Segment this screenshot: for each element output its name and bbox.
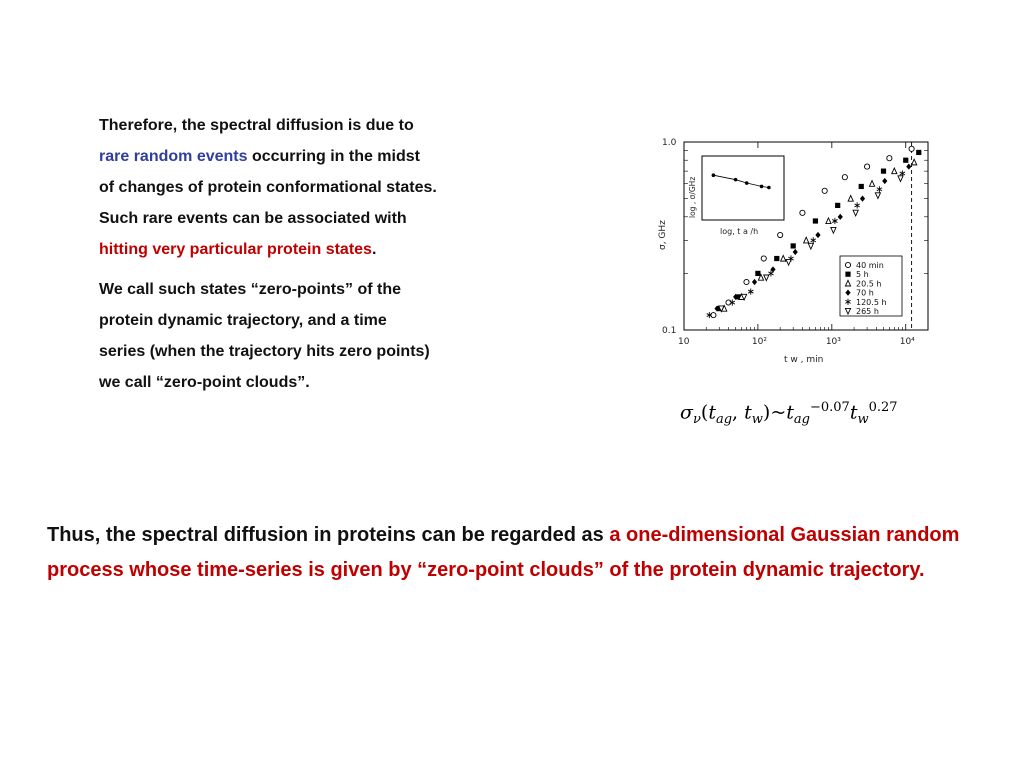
- data-point: [875, 193, 880, 199]
- legend-entry: 40 min: [856, 261, 884, 270]
- p1-line2: [99, 141, 539, 172]
- formula-sub-ag2: ag: [793, 412, 810, 428]
- legend-entry: 265 h: [856, 307, 879, 316]
- data-point: [848, 195, 853, 201]
- inset-plot: [688, 156, 784, 236]
- scaling-formula: [680, 400, 898, 427]
- p2-line4: we call “zero-point clouds”.: [99, 374, 310, 391]
- data-point: [748, 289, 753, 295]
- p2-line3: series (when the trajectory hits zero points): [99, 343, 430, 360]
- data-point: [761, 256, 766, 261]
- data-point: [881, 169, 886, 174]
- p1-line5: [99, 234, 539, 265]
- data-point: [815, 232, 820, 238]
- data-point: [822, 188, 827, 193]
- data-point: [898, 176, 903, 182]
- p2-line1: We call such states “zero-points” of the: [99, 281, 401, 298]
- data-point: [752, 279, 757, 285]
- data-point: [826, 218, 831, 224]
- data-point: [726, 300, 731, 305]
- data-point: [903, 158, 908, 163]
- legend-entry: 70 h: [856, 288, 874, 298]
- y-tick-label: 1.0: [662, 138, 677, 148]
- formula-sub-ag1: ag: [715, 412, 733, 428]
- data-point: [774, 256, 779, 261]
- formula-comma: ,: [732, 401, 745, 424]
- data-point: [869, 181, 874, 187]
- p1-end: .: [371, 241, 377, 258]
- data-point: [764, 275, 769, 281]
- formula-t4: t: [849, 401, 858, 424]
- formula-t2: t: [744, 401, 752, 424]
- data-point: [786, 259, 791, 265]
- formula-tilde: ~: [770, 401, 787, 424]
- data-point: [811, 237, 816, 243]
- formula-close-paren: ): [762, 401, 771, 424]
- data-point: [864, 164, 869, 169]
- formula-open-paren: (: [700, 401, 709, 424]
- formula-t3: t: [786, 401, 794, 424]
- data-point: [755, 271, 760, 276]
- data-point: [906, 163, 911, 169]
- conclusion-plain: Thus, the spectral diffusion in proteins can be regarded as: [47, 524, 610, 546]
- formula-sub-w2: w: [857, 412, 869, 428]
- formula-sub-w1: w: [751, 412, 763, 428]
- data-point: [916, 150, 921, 155]
- formula-exp2: 0.27: [868, 400, 898, 415]
- inset-ylabel: log , σ/GHz: [688, 176, 697, 218]
- rare-random-events-highlight: rare random events: [99, 148, 248, 165]
- inset-frame: [702, 156, 784, 220]
- p1-line4: Such rare events can be associated with: [99, 210, 407, 227]
- legend-entry: 5 h: [856, 270, 869, 280]
- data-point: [832, 218, 837, 224]
- protein-states-highlight: hitting very particular protein states: [99, 241, 372, 258]
- paragraph-zero-points: [99, 274, 539, 398]
- data-point: [781, 255, 786, 261]
- data-point: [744, 279, 749, 284]
- data-point: [838, 214, 843, 220]
- y-axis-label: σ, GHz: [658, 220, 668, 250]
- data-point: [800, 210, 805, 215]
- p1-line2-rest: occurring in the midst: [247, 148, 420, 165]
- formula-exp1: −0.07: [809, 400, 850, 415]
- conclusion-highlight: a one-dimensional Gaussian random process whose time-series is given by “zero-point clouds” of the protein dynamic trajectory.: [47, 524, 960, 581]
- x-tick-label: 10³: [825, 337, 841, 347]
- data-point: [813, 218, 818, 223]
- data-point: [887, 156, 892, 161]
- data-point: [793, 249, 798, 255]
- data-point: [831, 227, 836, 233]
- formula-t1: t: [708, 401, 716, 424]
- legend-entry: 20.5 h: [856, 279, 882, 289]
- x-tick-label: 10⁴: [899, 337, 915, 347]
- x-axis-label: t w , min: [784, 355, 824, 365]
- data-point: [892, 168, 897, 174]
- data-point: [842, 175, 847, 180]
- y-tick-label: 0.1: [662, 326, 677, 336]
- data-point: [855, 202, 860, 208]
- data-point: [791, 243, 796, 248]
- data-point: [808, 243, 813, 249]
- legend-entry: 120.5 h: [856, 297, 887, 307]
- data-point: [909, 146, 914, 151]
- data-point: [860, 195, 865, 201]
- legend: [840, 256, 902, 316]
- data-point: [778, 232, 783, 237]
- x-tick-label: 10²: [751, 337, 767, 347]
- formula-sub-nu: ν: [692, 412, 701, 428]
- p1-line3: of changes of protein conformational states.: [99, 179, 437, 196]
- data-point: [877, 186, 882, 192]
- data-point: [882, 178, 887, 184]
- conclusion-text: [47, 518, 987, 588]
- legend-marker: [845, 272, 850, 277]
- data-point: [912, 159, 917, 165]
- data-point: [853, 210, 858, 216]
- x-tick-label: 10: [678, 337, 690, 347]
- p2-line2: protein dynamic trajectory, and a time: [99, 312, 387, 329]
- inset-xlabel: log, t a /h: [720, 227, 759, 236]
- spectral-diffusion-chart: [650, 130, 940, 370]
- data-point: [835, 203, 840, 208]
- data-point: [804, 237, 809, 243]
- p1-line1: Therefore, the spectral diffusion is due to: [99, 117, 414, 134]
- formula-sigma: σ: [680, 401, 693, 424]
- legend-marker: [845, 262, 850, 267]
- paragraph-spectral-diffusion: [99, 110, 539, 265]
- data-point: [859, 184, 864, 189]
